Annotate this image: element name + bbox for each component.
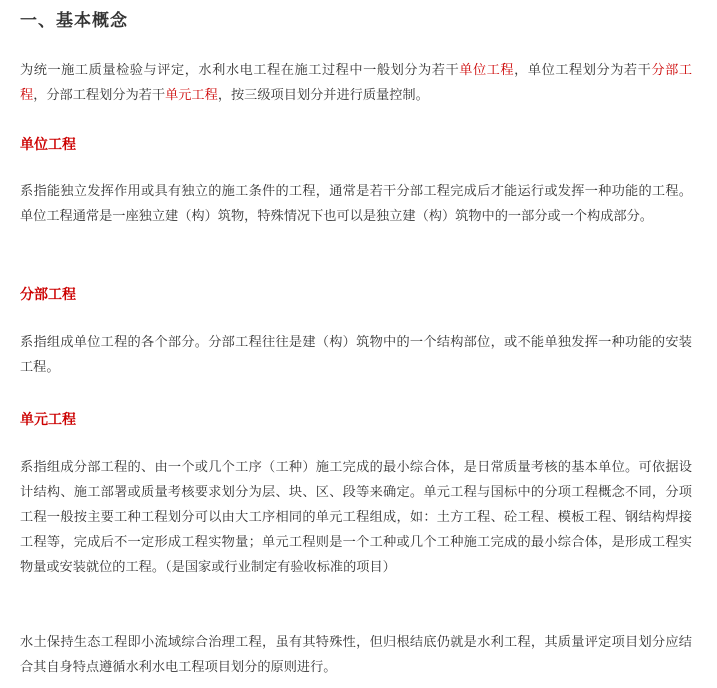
section-body-division-project: 系指组成单位工程的各个部分。分部工程往往是建（构）筑物中的一个结构部位，或不能单独发挥一种功能的安装工程。 (20, 335, 692, 375)
closing-paragraph: 水土保持生态工程即小流域综合治理工程，虽有其特殊性，但归根结底仍就是水利工程，其质量评定项目划分应结合其自身特点遵循水利水电工程项目划分的原则进行。 (20, 635, 692, 675)
section-body-element-project: 系指组成分部工程的、由一个或几个工序（工种）施工完成的最小综合体，是日常质量考核的基本单位。可依据设计结构、施工部署或质量考核要求划分为层、块、区、段等来确定。单元工程与国标中的分项工程概念不同，分项工程一般按主要工种工程划分可以由大工序相同的单元工程组成，如：土方工程、砼工程、模板工程、钢结构焊接工程等，完成后不一定形成工程实物量；单元工程则是一个工种或几个工种施工完成的最小综合体，是形成工程实物量或安装就位的工程。（是国家或行业制定有验收标准的项目） (20, 460, 692, 575)
page-title: 一、基本概念 (20, 11, 128, 31)
division-project-link[interactable]: 分部工程 (20, 63, 693, 103)
intro-paragraph (20, 58, 692, 108)
intro-text-3: ，分部工程划分为若干 (33, 88, 166, 103)
section-title-element-project: 单元工程 (20, 412, 76, 428)
section-title-unit-project: 单位工程 (20, 137, 76, 153)
intro-text-2: ，单位工程划分为若干 (514, 63, 652, 78)
element-project-link[interactable]: 单元工程 (165, 88, 218, 103)
unit-project-link[interactable]: 单位工程 (459, 63, 515, 78)
intro-text-1: 为统一施工质量检验与评定，水利水电工程在施工过程中一般划分为若干 (20, 63, 460, 78)
section-body-unit-project: 系指能独立发挥作用或具有独立的施工条件的工程，通常是若干分部工程完成后才能运行或发挥一种功能的工程。单位工程通常是一座独立建（构）筑物，特殊情况下也可以是独立建（构）筑物中的一部分或一个构成部分。 (20, 184, 692, 224)
intro-text-4: ，按三级项目划分并进行质量控制。 (217, 88, 429, 103)
section-title-division-project: 分部工程 (20, 287, 76, 303)
